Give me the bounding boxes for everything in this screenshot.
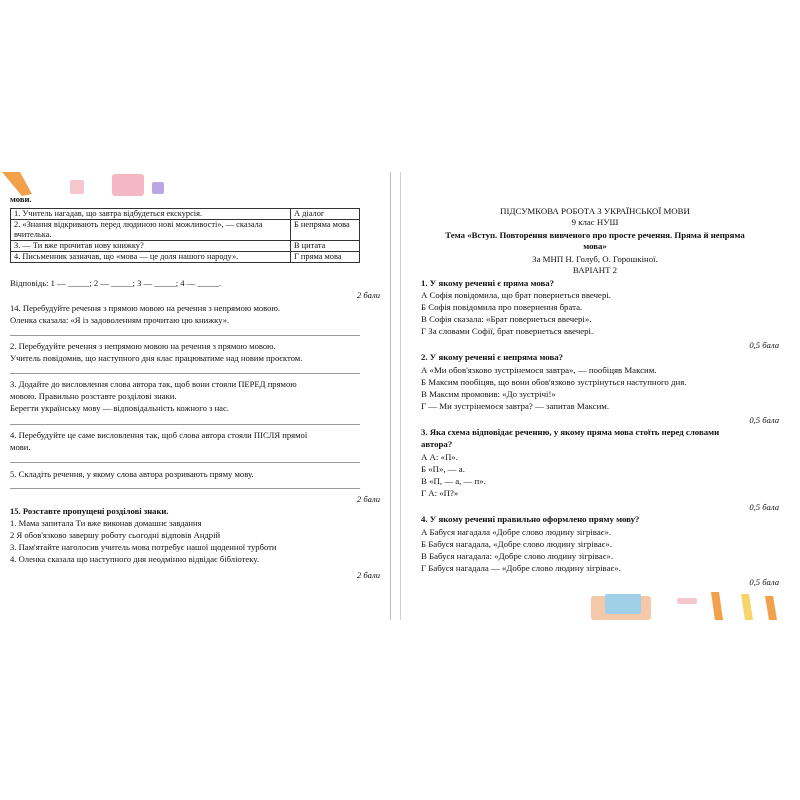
topic-line: мова» (583, 241, 607, 251)
question-15-title: 15. Розставте пропущені розділові знаки. (10, 506, 169, 516)
points-label: 0,5 бала (749, 502, 779, 512)
school-supplies-decoration (581, 592, 789, 620)
question-2-line: Учитель повідомив, що наступного дня клас працюватиме над новим проєктом. (10, 353, 303, 363)
question-3-title: 3. Яка схема відповідає реченню, у якому пряма мова стоїть перед словами (421, 427, 720, 437)
points-label: 2 бали (356, 570, 380, 580)
answer-option: А «Ми обов'язково зустрінемося завтра», — пообіцяв Максим. (421, 365, 657, 375)
table-cell: В цитата (291, 241, 360, 252)
answer-option: А Софія повідомила, що брат повернеться ввечері. (421, 290, 611, 300)
answer-option: В Максим промовив: «До зустрічі!» (421, 389, 556, 399)
answer-option: В «П, — а, — п». (421, 476, 486, 486)
answer-line: Відповідь: 1 — _____; 2 — _____; 3 — _____; 4 — _____. (10, 278, 222, 288)
question-1-title: 1. У якому реченні є пряма мова? (421, 278, 555, 288)
table-cell: Б непряма мова (291, 220, 360, 241)
list-item: 4. Оленка сказала що наступного дня неодмінно відвідає бібліотеку. (10, 554, 259, 564)
list-item: 3. Пам'ятайте наголосив учитель мова потребує нашої щоденної турботи (10, 542, 277, 552)
answer-option: В Бабуся нагадала: «Добре слово людину зігріває». (421, 551, 614, 561)
question-3-line: мовою. Правильно розставте розділові знаки. (10, 391, 177, 401)
answer-option: Г Бабуся нагадала — «Добре слово людину зігріває». (421, 563, 621, 573)
question-4-title: 4. У якому реченні правильно оформлено пряму мову? (421, 514, 640, 524)
question-3-title: автора? (421, 439, 453, 449)
table-cell: 3. — Ти вже прочитав нову книжку? (11, 241, 291, 252)
answer-option: А Бабуся нагадала «Добре слово людину зігріває». (421, 527, 612, 537)
table-cell: 1. Учитель нагадав, що завтра відбудеться екскурсія. (11, 209, 291, 220)
matching-table (10, 208, 360, 263)
answer-option: А А: «П». (421, 452, 458, 462)
points-label: 2 бали (356, 290, 380, 300)
list-item: 1. Мама запитала Ти вже виконав домашнє завдання (10, 518, 202, 528)
page-title: ПІДСУМКОВА РОБОТА З УКРАЇНСЬКОЇ МОВИ (500, 206, 690, 216)
topic-line: Тема «Вступ. Повторення вивченого про просте речення. Пряма й непряма (445, 230, 745, 240)
answer-rule (10, 424, 360, 425)
list-item: 2 Я обов'язково завершу роботу сьогодні відповів Андрій (10, 530, 221, 540)
points-label: 0,5 бала (749, 415, 779, 425)
question-14-text: Оленка сказала: «Я із задоволенням прочитаю цю книжку». (10, 315, 230, 325)
table-cell: Г пряма мова (291, 252, 360, 263)
variant-label: ВАРІАНТ 2 (572, 265, 618, 275)
answer-rule (10, 462, 360, 463)
answer-option: Г А: «П?» (421, 488, 459, 498)
answer-option: Б «П», — а. (421, 464, 465, 474)
right-worksheet-page (400, 172, 789, 620)
question-5-line: 5. Складіть речення, у якому слова автора розривають пряму мову. (10, 469, 254, 479)
question-2-title: 2. У якому реченні є непряма мова? (421, 352, 564, 362)
table-row (11, 241, 360, 252)
question-4-line: 4. Перебудуйте це саме висловлення так, щоб слова автора стояли ПІСЛЯ прямої (10, 430, 308, 440)
answer-option: Б Бабуся нагадала, «Добре слово людину зігріває». (421, 539, 613, 549)
program-label: За МНП Н. Голуб, О. Горошкіної. (532, 254, 658, 264)
question-3-line: 3. Додайте до висловлення слова автора так, щоб вони стояли ПЕРЕД прямою (10, 379, 297, 389)
answer-rule (10, 373, 360, 374)
question-14-title: 14. Перебудуйте речення з прямою мовою на речення з непрямою мовою. (10, 303, 281, 313)
table-cell: 4. Письменник зазначав, що «мова — це доля нашого народу». (11, 252, 291, 263)
left-worksheet-page (2, 172, 391, 620)
points-label: 0,5 бала (749, 577, 779, 587)
grade-label: 9 клас НУШ (571, 217, 619, 227)
answer-option: Г За словами Софії, брат повернеться ввечері. (421, 326, 594, 336)
answer-option: Б Максим пообіцяв, що вони обов'язково зустрінуться наступного дня. (421, 377, 687, 387)
question-3-line: Берегти українську мову — відповідальність кожного з нас. (10, 403, 229, 413)
answer-rule (10, 335, 360, 336)
continued-heading: мови. (10, 194, 32, 204)
table-row (11, 220, 360, 241)
question-2-line: 2. Перебудуйте речення з непрямою мовою на речення з прямою мовою. (10, 341, 276, 351)
answer-option: Б Софія повідомила про повернення брата. (421, 302, 583, 312)
table-cell: 2. «Знання відкривають перед людиною нові можливості», — сказала вчителька. (11, 220, 291, 241)
question-4-line: мови. (10, 442, 31, 452)
answer-rule (10, 488, 360, 489)
table-row (11, 209, 360, 220)
answer-option: В Софія сказала: «Брат повернеться ввечері». (421, 314, 592, 324)
points-label: 0,5 бала (749, 340, 779, 350)
table-row (11, 252, 360, 263)
table-cell: А діалог (291, 209, 360, 220)
points-label: 2 бали (356, 494, 380, 504)
answer-option: Г — Ми зустрінемося завтра? — запитав Максим. (421, 401, 610, 411)
